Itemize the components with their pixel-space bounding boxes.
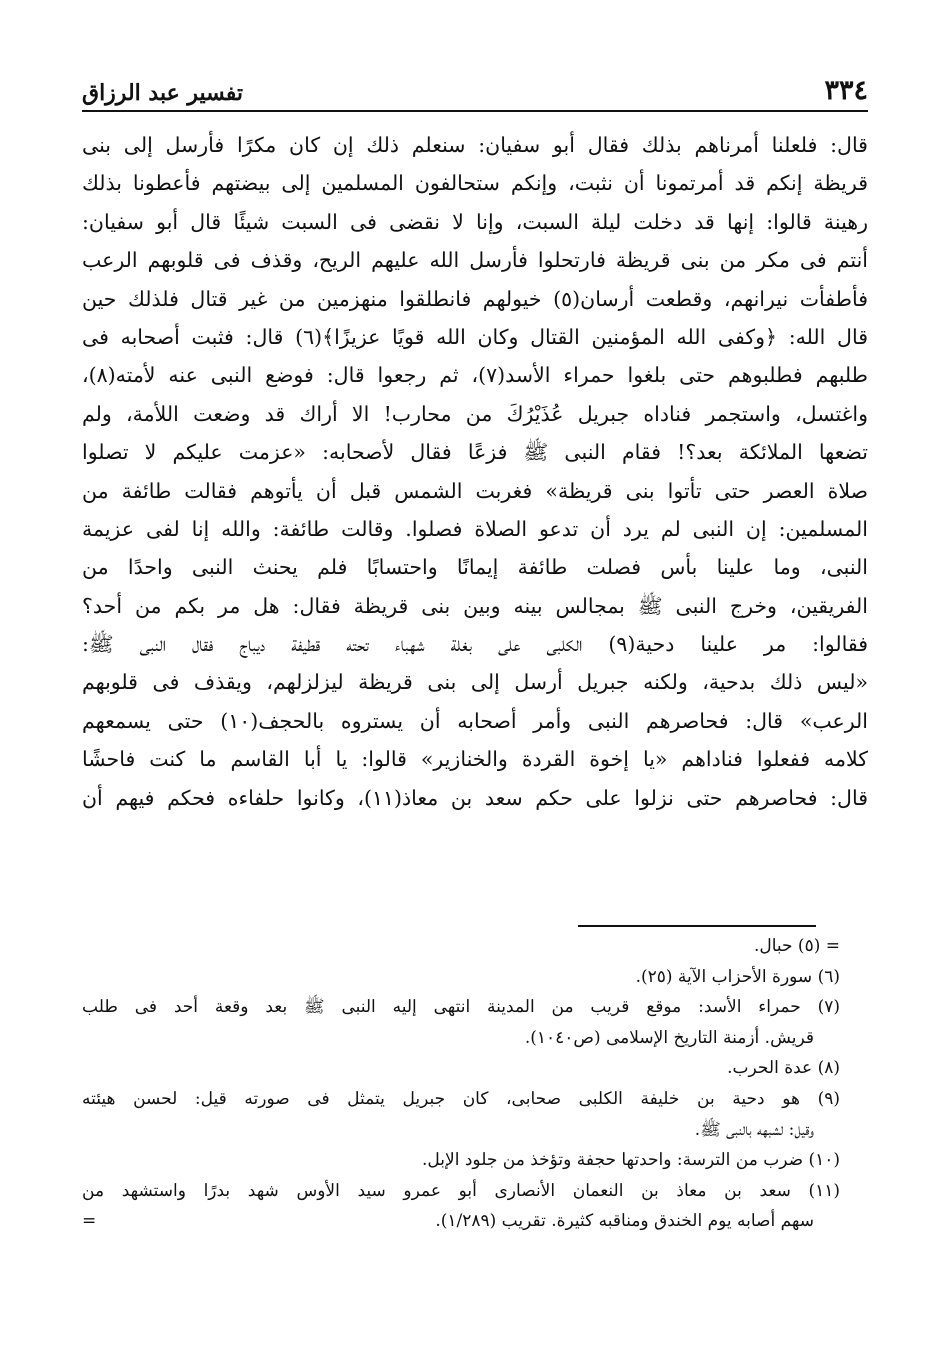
text-line: قال: فلعلنا أمرناهم بذلك فقال أبو سفيان: سنعلم ذلك إن كان مكرًا فأرسل إلى بنى xyxy=(82,133,868,157)
running-title: تفسير عبد الرزاق xyxy=(82,80,244,106)
text-line: «ليس ذلك بدحية، ولكنه جبريل أرسل إلى بنى قريظة ليزلزلهم، ويقذف فى قلوبهم xyxy=(82,670,868,695)
footnote-7 xyxy=(82,992,868,1053)
text-line: واغتسل، واستجمر فناداه جبريل عُذَيْرُكَ من محارب! الا أراك قد وضعت اللأمة، ولم xyxy=(82,401,868,426)
footnote-line-last xyxy=(82,1206,868,1237)
footnote-line: (٨) عدة الحرب. xyxy=(727,1058,840,1079)
footnotes xyxy=(82,931,868,1237)
footnote-text: سهم أصابه يوم الخندق ومناقبه كثيرة. تقريب (١/٢٨٩). xyxy=(435,1211,814,1232)
footnote-11 xyxy=(82,1176,868,1237)
footnote-line: (٧) حمراء الأسد: موقع قريب من المدينة انتهى إليه النبى ﷺ بعد وقعة أحد فى طلب xyxy=(82,997,840,1018)
text-line: فقالوا: مر علينا دحية(٩) الكلبى على بغلة شهباء تحته قطيفة ديباج فقال النبى ﷺ: xyxy=(82,632,868,657)
text-line: النبى، وما علينا بأس فصلت طائفة إيمانًا واحتسابًا فلم يحنث النبى واحدًا من xyxy=(82,555,868,580)
text-line: قريظة إنكم قد أمرتمونا أن نثبت، وإنكم ستحالفون المسلمين إلى بيضتهم فأعطونا بذلك xyxy=(82,171,868,196)
text-line: طلبهم فطلبوهم حتى بلغوا حمراء الأسد(٧)، ثم رجعوا قال: فوضع النبى عنه لأمته(٨)، xyxy=(82,363,868,388)
text-line: قال: فحاصرهم حتى نزلوا على حكم سعد بن معاذ(١١)، وكانوا حلفاءه فحكم فيهم أن xyxy=(82,785,868,810)
text-line: رهينة قالوا: إنها قد دخلت ليلة السبت، وإنا لا نقضى فى السبت شيئًا قال أبو سفيان: xyxy=(82,209,868,234)
footnote-line: قريش. أزمنة التاريخ الإسلامى (ص١٠٤٠). xyxy=(524,1027,814,1048)
footnote-6 xyxy=(82,962,868,993)
text-line: تضعها الملائكة بعد؟! فقام النبى ﷺ فزعًا فقال لأصحابه: «عزمت عليكم لا تصلوا xyxy=(82,440,868,465)
text-line: الفريقين، وخرج النبى ﷺ بمجالس بينه وبين بنى قريظة فقال: هل مر بكم من أحد؟ xyxy=(82,593,868,618)
text-line: كلامه ففعلوا فناداهم «يا إخوة القردة والخنازير» قالوا: يا أبا القاسم ما كنت فاحشًا xyxy=(82,747,868,772)
footnote-5 xyxy=(82,931,868,962)
text-line: أنتم فى مكر من بنى قريظة فارتحلوا فأرسل الله عليهم الريح، وقذف فى قلوبهم الرعب xyxy=(82,248,868,273)
page-number: ٣٣٤ xyxy=(824,75,868,106)
main-text xyxy=(82,126,868,817)
footnote-line: (١١) سعد بن معاذ بن النعمان الأنصارى أبو عمرو سيد الأوس شهد بدرًا واستشهد من xyxy=(82,1180,840,1201)
page-header xyxy=(82,64,868,112)
footnote-line: (٦) سورة الأحزاب الآية (٢٥). xyxy=(635,966,840,987)
text-line: المسلمين: إن النبى لم يرد أن تدعو الصلاة فصلوا. وقالت طائفة: والله إنا لفى عزيمة xyxy=(82,516,868,541)
footnote-line: = (٥) حبال. xyxy=(753,936,840,956)
text-line: قال الله: ﴿وكفى الله المؤمنين القتال وكان الله قويًا عزيزًا﴾(٦) قال: فثبت أصحابه فى xyxy=(82,324,868,349)
footnote-10 xyxy=(82,1145,868,1176)
footnote-line: (١٠) ضرب من الترسة: واحدتها حجفة وتؤخذ من جلود الإبل. xyxy=(422,1150,840,1171)
text-line: فأطفأت نيرانهم، وقطعت أرسان(٥) خيولهم فانطلقوا منهزمين من غير قتال فلذلك حين xyxy=(82,286,868,311)
footnote-line: وقيل: لشبهه بالنبى ﷺ. xyxy=(694,1119,814,1140)
footnote-line: (٩) هو دحية بن خليفة الكلبى صحابى، كان جبريل يتمثل فى صورته قيل: لحسن هيئته xyxy=(82,1088,840,1109)
text-line: صلاة العصر حتى تأتوا بنى قريظة» فغربت الشمس قبل أن يأتوهم فقالت طائفة من xyxy=(82,478,868,503)
footnote-9 xyxy=(82,1084,868,1145)
footnote-8 xyxy=(82,1053,868,1084)
text-line: الرعب» قال: فحاصرهم النبى وأمر أصحابه أن يستروه بالحجف(١٠) حتى يسمعهم xyxy=(82,708,868,733)
continuation-mark: = xyxy=(82,1211,97,1232)
footnote-separator xyxy=(578,925,816,927)
